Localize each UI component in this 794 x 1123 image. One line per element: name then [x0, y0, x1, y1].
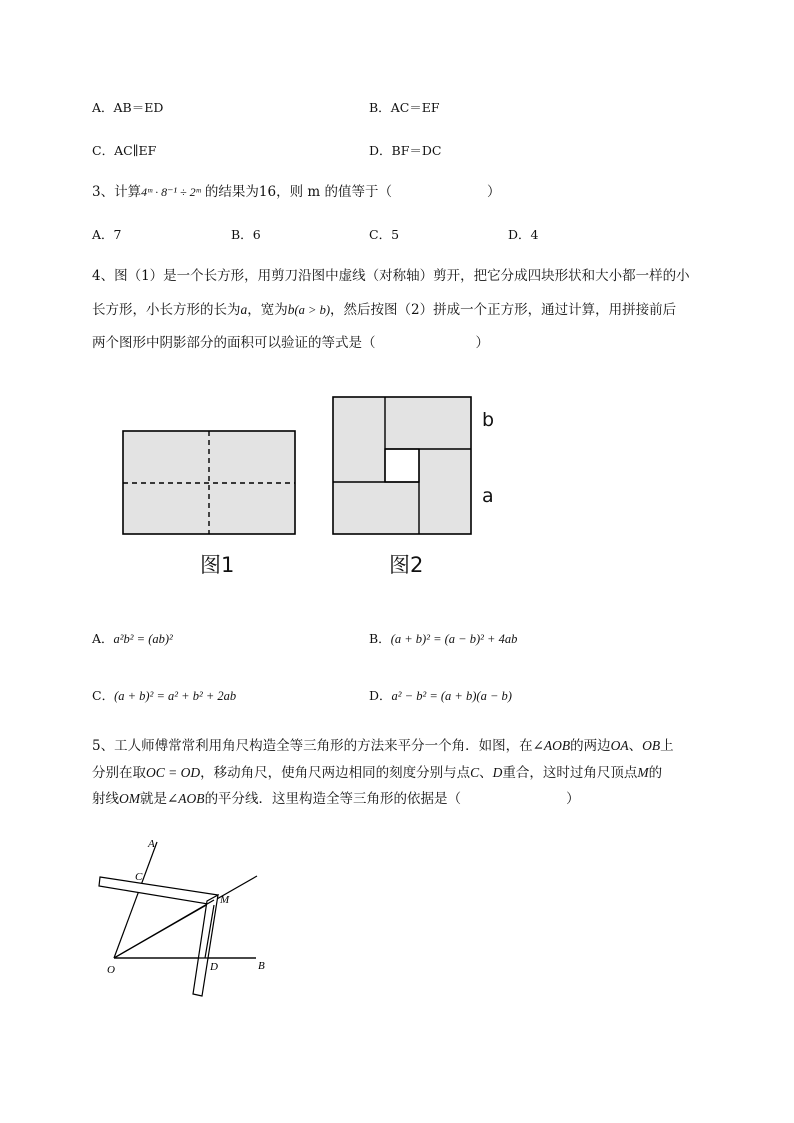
label-point-b: B [258, 960, 265, 972]
q3-option-d: D．4 [508, 227, 539, 242]
q4-stem-line2: 长方形，小长方形的长为a，宽为b(a > b)，然后按图（2）拼成一个正方形，通过计算，用拼接前后 [92, 302, 677, 318]
q4-stem-line1: 4、图（1）是一个长方形，用剪刀沿图中虚线（对称轴）剪开，把它分成四块形状和大小都一样的小 [92, 268, 690, 284]
q2-option-d: D．BF＝DC [369, 143, 442, 158]
figure-2-caption: 图2 [389, 553, 424, 577]
q3-option-c: C．5 [369, 227, 400, 242]
q5-stem-line2: 分别在取OC = OD，移动角尺，使角尺两边相同的刻度分别与点C、D重合，这时过角尺顶点M的 [92, 765, 663, 781]
q3-option-a: A．7 [92, 227, 122, 242]
ray-oa [114, 842, 157, 958]
q4-option-d: D．a² − b² = (a + b)(a − b) [369, 688, 512, 703]
label-point-a: A [148, 838, 155, 850]
figure-1-caption: 图1 [200, 553, 235, 577]
square-arm-1 [99, 877, 218, 905]
label-point-c: C [135, 871, 143, 883]
label-point-d: D [210, 961, 218, 973]
q4-option-a: A．a²b² = (ab)² [92, 631, 173, 646]
q5-stem-line3: 射线OM就是∠AOB的平分线．这里构造全等三角形的依据是（ ） [92, 791, 580, 807]
q3-stem: 3、计算4ᵐ · 8⁻¹ ÷ 2ᵐ 的结果为16，则 m 的值等于（ ） [92, 184, 501, 200]
q3-option-b: B．6 [231, 227, 261, 242]
q2-option-a: A．AB＝ED [92, 100, 164, 115]
label-a: a [482, 485, 494, 507]
q2-option-c: C．AC∥EF [92, 143, 157, 158]
label-b: b [482, 409, 495, 431]
label-point-m: M [220, 894, 230, 906]
label-point-o: O [107, 964, 115, 976]
q4-option-b: B．(a + b)² = (a − b)² + 4ab [369, 631, 518, 646]
q5-stem-line1: 5、工人师傅常常利用角尺构造全等三角形的方法来平分一个角．如图，在∠AOB的两边OA、OB上 [92, 738, 674, 754]
q4-stem-line3: 两个图形中阴影部分的面积可以验证的等式是（ ） [92, 335, 489, 351]
q2-option-b: B．AC＝EF [369, 100, 440, 115]
q4-option-c: C．(a + b)² = a² + b² + 2ab [92, 688, 237, 703]
